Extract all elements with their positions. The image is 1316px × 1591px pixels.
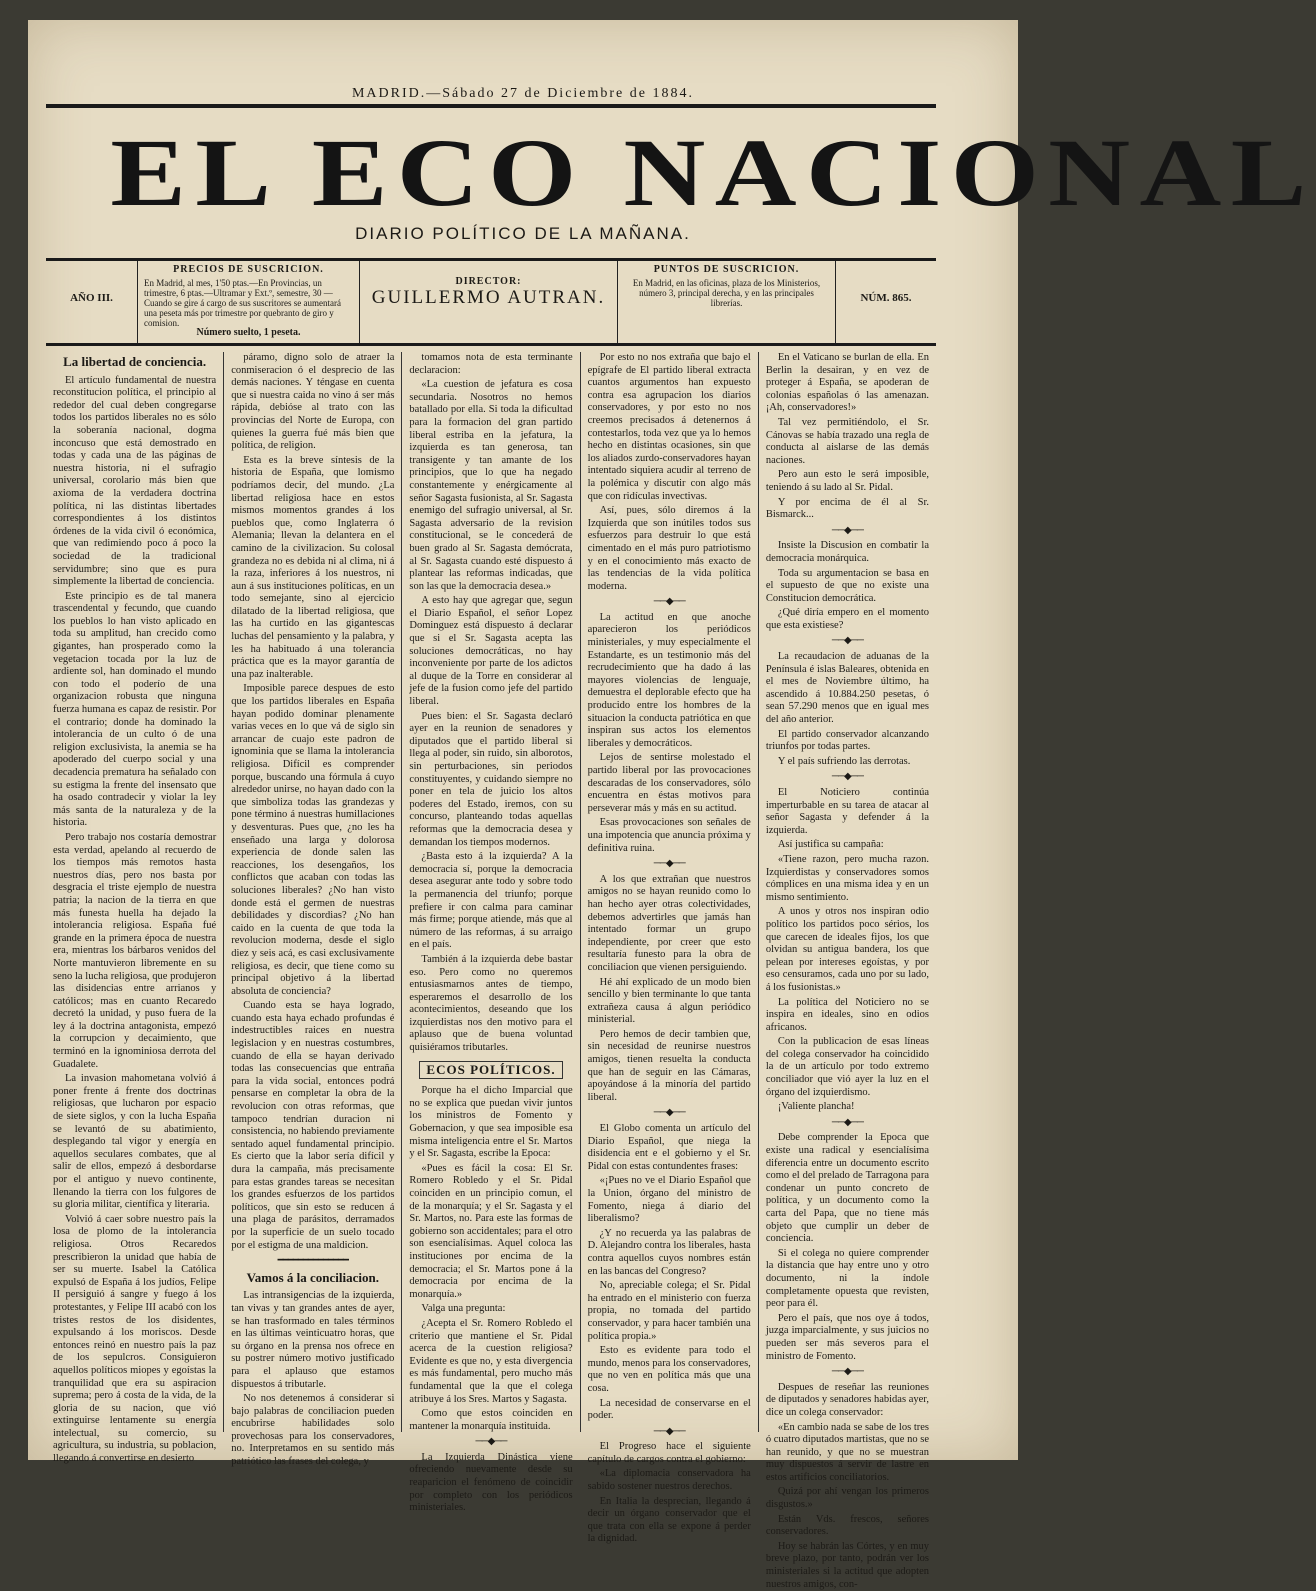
paragraph: A unos y otros nos inspiran odio político los partidos poco sérios, los que carecen de ideales fijos, los que olvidan su antigua bandera, los que pelean por intereses egoístas, y por eso censuramos, cada uno por su lado, á los fusionistas.» [765,906,930,993]
paragraph: Las intransigencias de la izquierda, tan vivas y tan grandes antes de ayer, se han trasformado en tales términos en las últimas veinticuatro horas, que su órgano en la prensa nos ofrece en su postrer número motivo justificado para el aplauso que estamos dispuestos á tributarle. [231,1290,395,1390]
ornament-divider: ──◆── [653,596,685,608]
paragraph: El artículo fundamental de nuestra reconstitucion política, el principio al rededor del cual deben congregarse todos los partidos liberales no es sólo la soberanía nacional, dogma inconcuso que está demostrado en todas y cada una de las páginas de nuestra historia, ni el sufragio universal, corolario más bien que axioma de la verdadera doctrina política, ni las distintas libertades correspondientes á los distintos órdenes de la vida civil ó económica, que van redimiendo poco á poco la sociedad de la tradicional servidumbre; sino que es pura simplemente la libertad de conciencia. [53,374,217,588]
prices-cell [138,261,360,343]
paragraph: Esta es la breve síntesis de la historia de España, que lomismo podríamos decir, del mundo. ¿La libertad religiosa hace en estos mismos momentos grandes á los pueblos que, como Inglaterra ó Alemania; llevan la delantera en el camino de la civilizacion. Su colosal grandeza no es debida ni al clima, ni á la raza, inferiores á los nuestros, ni aun á sus instituciones políticas, en un todo semejante, sino al ejercicio dilatado de la libertad religiosa, que las ha curtido en las gigantescas luchas del pensamiento y la palabra, y les ha habituado á una tolerancia práctica que es la mayor garantía de una paz inalterable. [231,454,395,680]
paragraph: La necesidad de conservarse en el poder. [587,1397,751,1422]
paragraph: Hoy se habrán las Córtes, y en muy breve plazo, por tanto, podrán ver los ministeriales si la actitud que adopten nuestros amigos, con- [765,1540,930,1590]
ornament-divider: ──◆── [831,771,863,783]
paragraph: Insiste la Discusion en combatir la democracia monárquica. [765,540,930,564]
paragraph: Quizá por ahí vengan los primeros disgustos.» [765,1486,930,1511]
headline-conciliacion: Vamos á la conciliacion. [246,1269,380,1285]
ornament-divider: ──◆── [653,1425,685,1437]
paragraph: Tal vez permitiéndolo, el Sr. Cánovas se había trazado una regla de conducta al aislarse de las demás naciones. [765,416,930,466]
paragraph: El Globo comenta un artículo del Diario Español, que niega la disidencia ent e el gobierno y el Sr. Pidal con estas contundentes frases: [587,1123,751,1172]
paragraph: Pues bien: el Sr. Sagasta declaró ayer en la reunion de senadores y diputados que el partido liberal si llega al poder, sin ruido, sin alborotos, sin perturbaciones, sin periodos constituyentes, y cuidando siempre no poner en tela de juicio los altos poderes del Estado, iremos, con su concurso, planteando todas aquellas reformas que la democracia desea y demandan los tiempos modernos. [409,710,573,848]
paragraph: páramo, digno solo de atraer la conmiseracion ó el desprecio de las demás naciones. Y téngase en cuenta que si nuestra caida no vino á ser más rápida, debióse al trato con las provincias del Norte de Europa, con quienes la guerra fué más bien que política, de religion. [231,352,395,452]
paragraph: Pero hemos de decir tambien que, sin necesidad de reunirse nuestros amigos, tienen resuelta la conducta que han de seguir en las Cámaras, apoyándose á la minoría del partido liberal. [587,1028,751,1103]
loose-number-price: Número suelto, 1 peseta. [196,327,301,338]
ornament-divider: ──◆── [831,1116,863,1128]
paragraph: Pero aun esto le será imposible, teniendo á su lado al Sr. Pidal. [765,469,930,493]
masthead-title: EL ECO NACIONAL [110,119,1316,226]
headline-libertad: La libertad de conciencia. [63,354,207,369]
paragraph: Así justifica su campaña: [777,839,884,851]
paragraph: La actitud en que anoche aparecieron los periódicos ministeriales, y muy especialmente el Estandarte, es un testimonio más del recrudecimiento que ha dado á las mayores violencias de lenguaje, demuestra el deplorable efecto que ha producido entre los hombres de la situacion la conducta patriótica en que inspiran sus actos los elementos liberales y democráticos. [587,611,751,749]
paragraph: Valga una pregunta: [421,1303,506,1315]
points-title: PUNTOS DE SUSCRICION. [653,264,800,275]
director-label: DIRECTOR: [455,276,522,287]
column-3 [402,352,580,1514]
points-text: En Madrid, en las oficinas, plaza de los Ministerios, número 3, principal derecha, y en las principales librerías. [632,278,821,308]
paragraph: ¿Basta esto á la izquierda? A la democracia sí, porque la democracia desea asegurar ante todo y sobre todo la permanencia del triunfo; porque prefiere ir con calma para caminar más firme; porque atiende, más que al número de las reformas, á su arraigo en el país. [409,851,573,951]
column-5 [759,352,936,1590]
ornament-divider: ──◆── [653,1107,685,1119]
paragraph: Pero el país, que nos oye á todos, juzga imparcialmente, y sus juicios no pueden ser más severos para el ministro de Fomento. [765,1312,930,1362]
paragraph: En Italia la desprecian, llegando á decir un órgano conservador que el que trata con ella se expone á perder la dignidad. [587,1495,751,1545]
prices-text: En Madrid, al mes, 1'50 ptas.—En Provincias, un trimestre, 6 ptas.—Ultramar y Ext.º, semestre, 30 —Cuando se gire á cargo de sus suscritores se aumentará una peseta más por trimestre por quebranto de giro y comision. [144,278,342,328]
paragraph: Esas provocaciones son señales de una impotencia que anuncia próxima y definitiva ruina. [587,817,751,854]
year-cell [46,261,138,343]
points-cell [618,261,836,343]
paragraph: Despues de reseñar las reuniones de diputados y senadores habidas ayer, dice un colega conservador: [765,1381,930,1418]
paragraph: «En cambio nada se sabe de los tres ó cuatro diputados martistas, que no se han reunido, y que no se muestran muy dispuestos á servir de lastre en estos artificios conciliatorios. [765,1421,930,1483]
paragraph: «La cuestion de jefatura es cosa secundaria. Nosotros no hemos batallado por ella. Si toda la dificultad para la formacion del gran partido liberal estriba en la jefatura, la izquierda es tan generosa, tan transigente y tan amante de los principios, que lo que ha negado constantemente y enérgicamente al señor Sagasta fusionista, al Sr. Sagasta enemigo del sufragio universal, al Sr. Sagasta adversario de la revision constitucional, se le concederá de buen grado al Sr. Sagasta demócrata, al Sr. Sagasta cuando esté dispuesto á plantear las reformas indicadas, que son las que la democracia desea.» [409,379,573,592]
paragraph: La invasion mahometana volvió á poner frente á frente dos doctrinas religiosas, que lucharon por espacio de siete siglos, y con la lucha España se levantó de su abatimiento, desplegando tal vigor y energía en aquellos seculares combates, que al salir de ellos, empezó á desbordarse por el antiguo y nuevo continente, llenando la tierra con los fulgores de su gloria militar, científica y literaria. [53,1073,217,1211]
director-name: GUILLERMO AUTRAN. [371,287,606,308]
paragraph: ¿Qué diría empero en el momento que esta existiese? [765,607,930,631]
paragraph: Toda su argumentacion se basa en el supuesto de que no existe una Constitucion democrática. [765,567,930,604]
paragraph: La política del Noticiero no se inspira en ideales, sino en odios africanos. [765,996,930,1033]
paragraph: También á la izquierda debe bastar eso. Pero como no queremos entusiasmarnos antes de tiempo, esperaremos el desarrollo de los acontecimientos, deseando que los izquierdistas nos den motivo para el aplauso que de buena voluntad quisiéramos tributarles. [409,953,573,1054]
ornament-divider: ──◆── [831,635,863,647]
paragraph: ¿Acepta el Sr. Romero Robledo el criterio que mantiene el Sr. Pidal acerca de la cuestion religiosa? Evidente es que no, y esta divergencia es más fundamental, pero mucho más fundamental que la que el colega atribuye á los Sres. Martos y Sagasta. [409,1317,573,1405]
paragraph: Hé ahí explicado de un modo bien sencillo y bien terminante lo que tanta extrañeza causa á algun periódico ministerial. [587,976,751,1026]
column-2 [224,352,402,1468]
director-cell [360,261,618,343]
year-label: AÑO III. [70,292,113,304]
paragraph: Como que estos coinciden en mantener la monarquía instituida. [409,1408,573,1432]
paragraph: La Izquierda Dinástica viene ofreciendo nuevamente desde su reaparicion el fenómeno de coincidir por completo con los periódicos ministeriales. [409,1451,573,1514]
subscription-info-bar [46,258,936,346]
paragraph: tomamos nota de esta terminante declaracion: [409,352,573,376]
top-rule [46,104,936,108]
column-4 [581,352,759,1545]
paragraph: Y por encima de él al Sr. Bismarck... [765,496,930,521]
paragraph: Este principio es de tal manera trascendental y fecundo, que cuando los pueblos lo han visto aplicado en toda su amplitud, han crecido como gigantes, han prosperado como la vegetacion tocada por la luz de ardiente sol, han dominado el mundo con todo el poderío de una organizacion robusta que ninguna fuerza humana es capaz de resistir. Por el contrario; donde ha dominado la intolerancia de un culto ó de una religion exclusivista, la anemia se ha apoderado del cuerpo social y una decadencia prematura ha señalado con su estigma la frente del insensato que ha osado contradecir y violar la ley más santa de la naturaleza y de la historia. [53,590,217,829]
ornament-divider: ──◆── [653,858,685,870]
paragraph: Cuando esta se haya logrado, cuando esta haya echado profundas é indestructibles raices en nuestra legislacion y en nuestras costumbres, cuando de ella se hayan derivado todas las consecuencias que entraña para la vida social, entonces podrá pensarse en completar la obra de la revolucion con otras reformas, que tampoco tendrían duracion ni consistencia, no habiendo previamente sentado aquel fundamental principio. Es cierto que la labor sería difícil y dura la campaña, más precisamente para estas grandes tareas se necesitan los grandes esfuerzos de los partidos políticos, que sin esto se reducen á una plaga de parásitos, derramados por la superficie de un suelo tocado por el estigma de una maldicion. [231,1000,395,1251]
paragraph: A los que extrañan que nuestros amigos no se hayan reunido como lo han hecho ayer otras colectividades, debemos advertirles que jamás han intentado formar un grupo independiente, por creer que esto resultaría funesto para la obra de conciliacion que vienen persiguiendo. [587,873,751,973]
paragraph: Por esto no nos extraña que bajo el epígrafe de El partido liberal extracta cuantos argumentos han expuesto contra esa agrupacion los diarios conservadores, y por esto no nos creemos precisados á detenernos á contestarlos, toda vez que ya lo hemos hecho en distintas ocasiones, sin que los aliados zurdo-conservadores hayan intentado siquiera acudir al terreno de la polémica y discutir con algo más que con ridículas invectivas. [587,352,751,502]
ornament-divider: ──◆── [831,1366,863,1378]
ornament-divider: ──◆── [831,524,863,536]
paragraph: «¡Pues no ve el Diario Español que la Union, órgano del ministro de Fomento, niega á diario del liberalismo? [587,1175,751,1225]
paragraph: ¡Valiente plancha! [777,1101,855,1113]
paragraph: Y el país sufriendo las derrotas. [777,755,911,767]
paragraph: No, apreciable colega; el Sr. Pidal ha entrado en el ministerio con fuerza propia, no tomada del partido conservador, y para hacer también una política propia.» [587,1280,751,1342]
paragraph: Si el colega no quiere comprender la distancia que hay entre uno y otro documento, ni la índole completamente opuesta que revisten, peor para él. [765,1247,930,1310]
ornament-divider: ━━━━━━━━━━━━━━ [277,1255,348,1267]
number-cell [836,261,936,343]
paragraph: En el Vaticano se burlan de ella. En Berlin la desairan, y en vez de proteger á España, se apoderan de colonias españolas ó las amenazan. ¡Ah, conservadores!» [765,352,930,414]
paragraph: Con la publicacion de esas líneas del colega conservador ha coincidido la de un artículo por todo extremo conciliador que vió ayer la luz en el órgano del izquierdismo. [765,1036,930,1098]
paragraph: ¿Y no recuerda ya las palabras de D. Alejandro contra los liberales, hasta contra aquellos cuyos nombres están en las bancas del Congreso? [587,1227,751,1277]
paragraph: Imposible parece despues de esto que los partidos liberales en España hayan podido dominar plenamente varias veces en lo que vá de siglo sin arrancar de cuajo este padron de ignominia que se llama la intolerancia religiosa. Difícil es comprender porque, buscando una fórmula á cuyo alrededor unirse, no hayan dado con la que simboliza todas las grandezas y pone término á nuestras humillaciones y desventuras. Pues que, ¿no les ha enseñado una larga y dolorosa experiencia de donde salen las reacciones, los desengaños, los conflictos que acaban con todas las soluciones liberales? ¿No han visto donde está el germen de nuestras debilidades y discordias? ¿No han caido en la cuenta de que toda la revolucion moderna, desde el siglo diez y seis acá, es casi exclusivamente religiosa, es decir, que tiene como su principal objetivo á la libertad absoluta de conciencia? [231,683,395,997]
paragraph: Pero trabajo nos costaría demostrar esta verdad, apelando al recuerdo de los tiempos más remotos hasta nuestros días, pero nos basta por desgracia el triste ejemplo de nuestra patria; la nacion de la tierra en que más funesta huella ha dejado la intolerancia religiosa. España fué grande en la primera época de nuestra era, mientras los bárbaros venidos del Norte mantuvieron libremente en su seno la lucha religiosa, que produjeron las disidencias entre arrianos y católicos; mas en cuanto Recaredo decretó la unidad, y puso fuera de la ley á la doctrina antagonista, empezó la corrupcion y decaimiento, que terminó en la ignominiosa derrota del Guadalete. [53,831,217,1070]
article-columns [46,352,936,1590]
paragraph: «Pues es fácil la cosa: El Sr. Romero Robledo y el Sr. Pidal coinciden en un principio comun, el de la monarquía; y el Sr. Sagasta y el Sr. Martos, no. Para este las formas de gobierno son accidentales; para el otro son esencialísimas. Aquel coloca las instituciones por encima de la democracia; el Sr. Martos pone á la democracia por encima de la monarquía.» [409,1162,573,1300]
paragraph: El partido conservador alcanzando triunfos por todas partes. [765,728,930,753]
paragraph: El Noticiero continúa imperturbable en su tarea de atacar al señor Sagasta y defender á la izquierda. [765,787,930,836]
paragraph: Así, pues, sólo diremos á la Izquierda que son inútiles todos sus esfuerzos para destruir lo que está cimentado en el más puro patriotismo y en el conocimiento más exacto de las tendencias de la vida política moderna. [587,505,751,592]
paragraph: A esto hay que agregar que, segun el Diario Español, el señor Lopez Dominguez está dispuesto á declarar que si el Sr. Sagasta acepta las soluciones democráticas, no hay inconveniente por parte de los adictos al duque de la Torre en considerar al jefe de la fusion como jefe del partido liberal. [409,595,573,708]
section-heading-ecos: ECOS POLÍTICOS. [419,1061,562,1080]
paragraph: El Progreso hace el siguiente capítulo de cargos contra el gobierno: [587,1441,751,1465]
paragraph: Lejos de sentirse molestado el partido liberal por las provocaciones descaradas de los conservadores, sólo encuentra en éstas motivos para perseverar más y más en su actitud. [587,752,751,814]
paragraph: Porque ha el dicho Imparcial que no se explica que puedan vivir juntos los ministros de Fomento y Gobernacion, y que sea imposible esa misma inteligencia entre el Sr. Martos y el Sr. Sagasta, escribe la Epoca: [409,1085,573,1160]
paragraph: Están Vds. frescos, señores conservadores. [765,1513,930,1538]
column-1 [46,352,224,1465]
prices-title: PRECIOS DE SUSCRICION. [173,264,324,275]
paragraph: La recaudacion de aduanas de la Península é islas Baleares, obtenida en el mes de Noviembre último, ha ascendido á 10.884.250 pesetas, ó sean 57.290 menos que en igual mes del año anterior. [765,651,930,726]
newspaper-page [28,20,1316,1590]
paragraph: «Tiene razon, pero mucha razon. Izquierdistas y conservadores somos cómplices en una misma idea y en un mismo sentimiento. [765,853,930,903]
ornament-divider: ──◆── [475,1436,507,1448]
dateline: MADRID.—Sábado 27 de Diciembre de 1884. [351,86,694,101]
issue-number: NÚM. 865. [860,292,912,304]
paragraph: «La diplomacia conservadora ha sabido sostener nuestros derechos. [587,1468,751,1493]
paragraph: Esto es evidente para todo el mundo, menos para los conservadores, que no ven en política más que una cosa. [587,1345,751,1394]
paragraph: Volvió á caer sobre nuestro país la losa de plomo de la intolerancia religiosa. Otros Recaredos prescribieron la unidad que había de ser su muerte. Isabel la Católica expulsó de España á los judíos, Felipe II persiguió á sangre y fuego á los protestantes, y Felipe III acabó con los tristes restos de los disidentes, expulsando á los moriscos. Desde entonces reinó en nuestro país la paz de los sepulcros. Consiguieron aquellos políticos miopes y egoístas la tranquilidad que era su aspiracion suprema; pero á costa de la vida, de la gloria de su nacion, que vió extinguirse lentamente su energía intelectual, su comercio, su agricultura, su industria, su poblacion, llegando á convertirse en desierto [53,1213,217,1465]
masthead-subtitle: DIARIO POLÍTICO DE LA MAÑANA. [355,224,691,243]
paragraph: Debe comprender la Epoca que existe una radical y esencialísima diferencia entre un documento escrito como el del prelado de Tarragona para condenar un punto concreto de política, y un documento como la carta del Papa, que no tiene más objeto que cumplir un deber de conciencia. [765,1132,930,1245]
paragraph: No nos detenemos á considerar si bajo palabras de conciliacion pueden encubrirse habilidades solo provechosas para los conservadores, no. Interpretamos en su sentido más patriótico las frases del colega, y [231,1393,395,1468]
